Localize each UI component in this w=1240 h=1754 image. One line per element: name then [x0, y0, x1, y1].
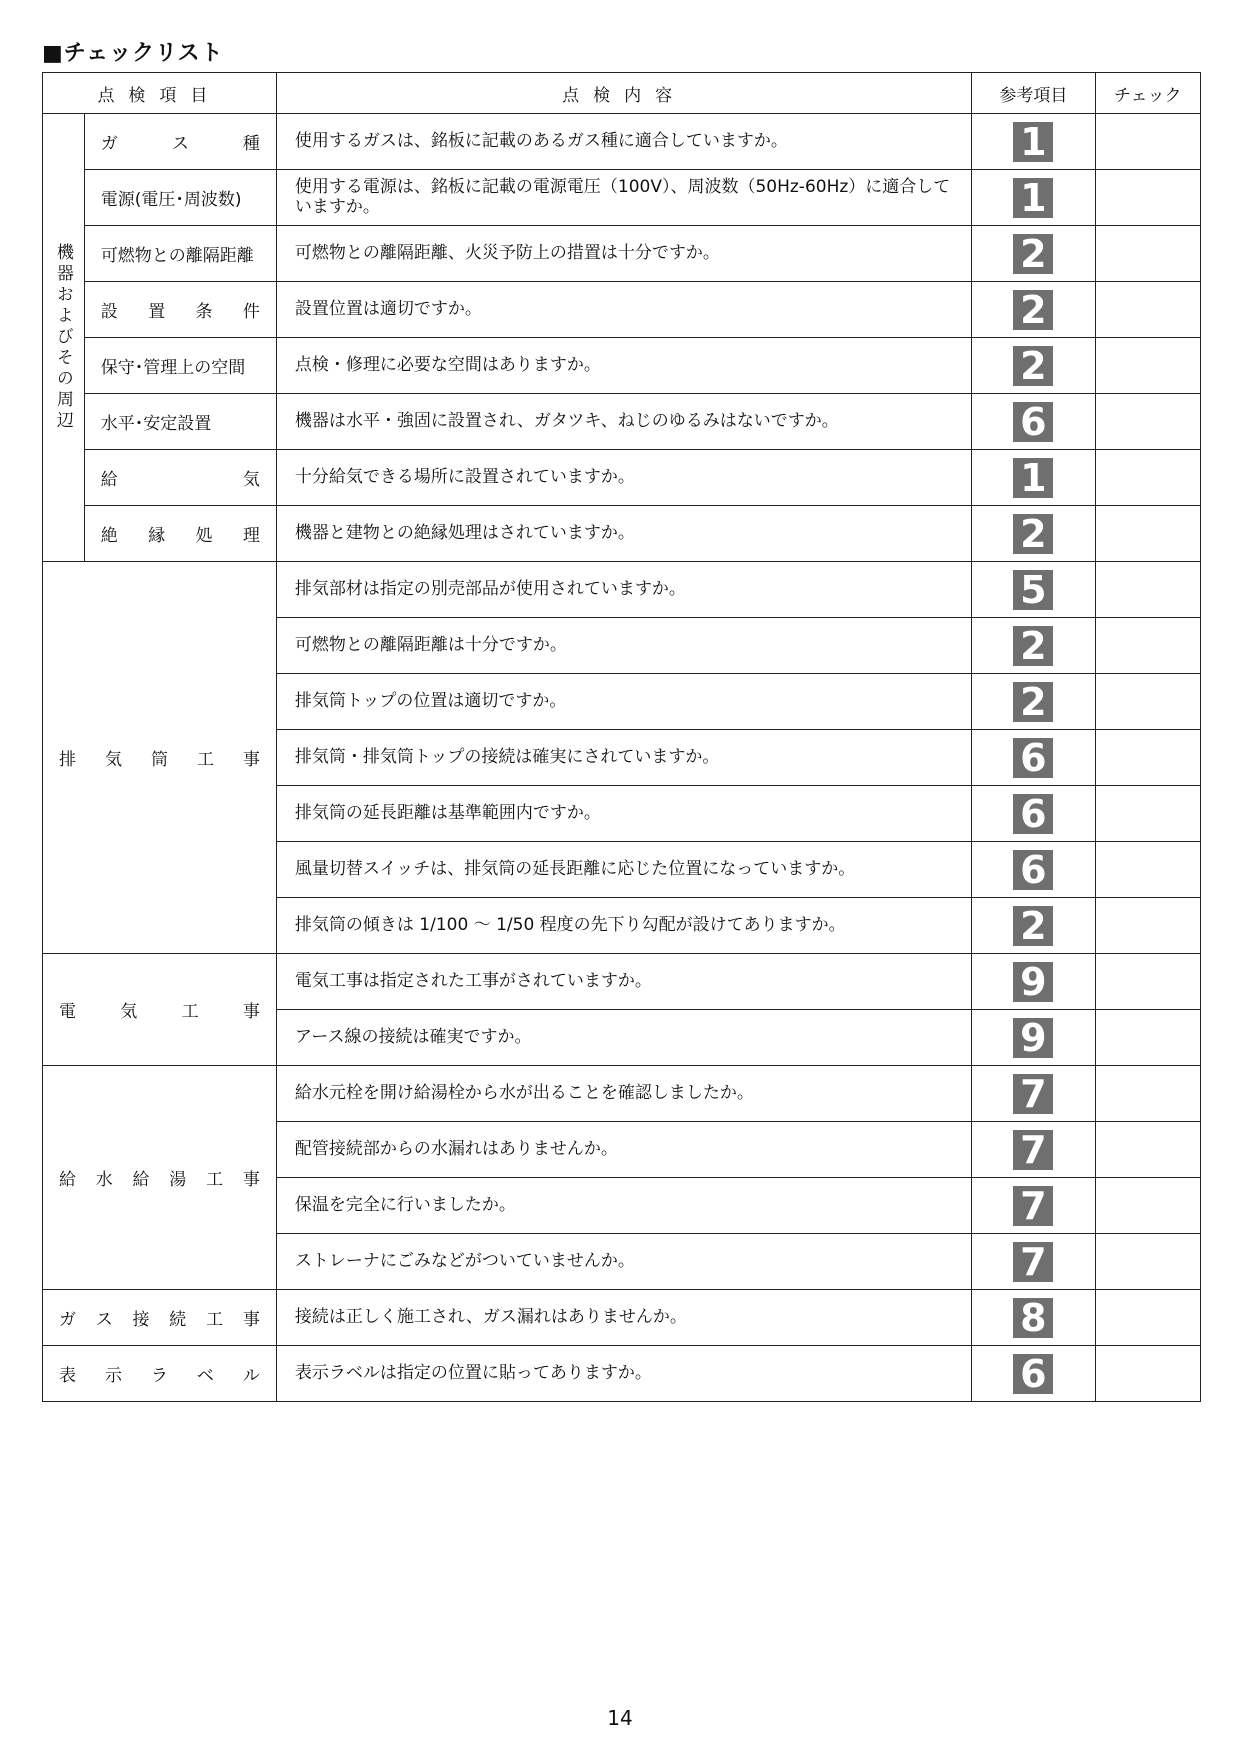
check-cell[interactable]: [1095, 1290, 1200, 1346]
check-cell[interactable]: [1095, 114, 1200, 170]
subcategory-label: 保守･管理上の空間: [84, 338, 276, 394]
table-row: [43, 450, 1201, 506]
reference-cell: [972, 506, 1095, 562]
reference-badge: 6: [1013, 1354, 1053, 1394]
category-label: [43, 1290, 277, 1346]
header-row: [43, 73, 1201, 114]
reference-badge: 1: [1013, 178, 1053, 218]
check-content: 点検・修理に必要な空間はありますか。: [276, 338, 971, 394]
check-cell[interactable]: [1095, 1066, 1200, 1122]
reference-cell: [972, 170, 1095, 226]
reference-badge: 2: [1013, 346, 1053, 386]
check-cell[interactable]: [1095, 562, 1200, 618]
label-text: 絶 縁 処 理: [100, 526, 260, 546]
check-content: 排気筒の延長距離は基準範囲内ですか。: [276, 786, 971, 842]
reference-cell: [972, 954, 1095, 1010]
reference-badge: 2: [1013, 682, 1053, 722]
check-cell[interactable]: [1095, 1346, 1200, 1402]
label-text: 電 気 工 事: [59, 1002, 260, 1022]
check-content: 十分給気できる場所に設置されていますか。: [276, 450, 971, 506]
reference-cell: [972, 674, 1095, 730]
check-cell[interactable]: [1095, 842, 1200, 898]
check-content: 配管接続部からの水漏れはありませんか。: [276, 1122, 971, 1178]
check-content: 使用する電源は、銘板に記載の電源電圧（100V）、周波数（50Hz-60Hz）に適合していますか。: [276, 170, 971, 226]
reference-cell: [972, 618, 1095, 674]
reference-badge: 7: [1013, 1186, 1053, 1226]
page-title: ■チェックリスト: [42, 41, 224, 66]
check-cell[interactable]: [1095, 226, 1200, 282]
reference-cell: [972, 1234, 1095, 1290]
check-cell[interactable]: [1095, 282, 1200, 338]
check-cell[interactable]: [1095, 786, 1200, 842]
check-content: 給水元栓を開け給湯栓から水が出ることを確認しましたか。: [276, 1066, 971, 1122]
page-number: 14: [607, 1706, 633, 1730]
reference-badge: 2: [1013, 514, 1053, 554]
table-row: [43, 338, 1201, 394]
reference-cell: [972, 730, 1095, 786]
reference-cell: [972, 394, 1095, 450]
reference-badge: 9: [1013, 962, 1053, 1002]
check-cell[interactable]: [1095, 1234, 1200, 1290]
check-cell[interactable]: [1095, 394, 1200, 450]
table-row: [43, 114, 1201, 170]
reference-badge: 2: [1013, 290, 1053, 330]
reference-badge: 6: [1013, 794, 1053, 834]
check-content: 排気筒トップの位置は適切ですか。: [276, 674, 971, 730]
check-content: 電気工事は指定された工事がされていますか。: [276, 954, 971, 1010]
reference-cell: [972, 1346, 1095, 1402]
category-label: [43, 1066, 277, 1290]
reference-cell: [972, 1010, 1095, 1066]
check-content: 排気筒の傾きは 1/100 ～ 1/50 程度の先下り勾配が設けてありますか。: [276, 898, 971, 954]
reference-badge: 6: [1013, 738, 1053, 778]
subcategory-label: 水平･安定設置: [84, 394, 276, 450]
reference-badge: 6: [1013, 850, 1053, 890]
table-row: [43, 1346, 1201, 1402]
header-item: 点検項目: [43, 73, 277, 114]
reference-badge: 2: [1013, 626, 1053, 666]
check-content: 風量切替スイッチは、排気筒の延長距離に応じた位置になっていますか。: [276, 842, 971, 898]
check-content: 排気部材は指定の別売部品が使用されていますか。: [276, 562, 971, 618]
checklist-table: [42, 72, 1201, 1402]
reference-badge: 9: [1013, 1018, 1053, 1058]
reference-cell: [972, 450, 1095, 506]
subcategory-label: 可燃物との離隔距離: [84, 226, 276, 282]
table-row: [43, 562, 1201, 618]
reference-badge: 7: [1013, 1130, 1053, 1170]
table-row: [43, 226, 1201, 282]
reference-cell: [972, 1122, 1095, 1178]
label-text: 給 気: [100, 470, 260, 490]
check-content: 可燃物との離隔距離、火災予防上の措置は十分ですか。: [276, 226, 971, 282]
table-row: [43, 1290, 1201, 1346]
reference-badge: 7: [1013, 1074, 1053, 1114]
category-label: [43, 954, 277, 1066]
reference-cell: [972, 282, 1095, 338]
check-content: 機器は水平・強固に設置され、ガタツキ、ねじのゆるみはないですか。: [276, 394, 971, 450]
check-content: 機器と建物との絶縁処理はされていますか。: [276, 506, 971, 562]
table-row: [43, 394, 1201, 450]
label-text: ガ ス 接 続 工 事: [59, 1310, 260, 1330]
subcategory-label: [84, 282, 276, 338]
subcategory-label: [84, 450, 276, 506]
check-content: アース線の接続は確実ですか。: [276, 1010, 971, 1066]
reference-cell: [972, 1290, 1095, 1346]
check-content: 使用するガスは、銘板に記載のあるガス種に適合していますか。: [276, 114, 971, 170]
reference-badge: 5: [1013, 570, 1053, 610]
reference-cell: [972, 842, 1095, 898]
table-row: [43, 170, 1201, 226]
subcategory-label: 電源(電圧･周波数): [84, 170, 276, 226]
check-content: 接続は正しく施工され、ガス漏れはありませんか。: [276, 1290, 971, 1346]
check-cell[interactable]: [1095, 170, 1200, 226]
reference-cell: [972, 114, 1095, 170]
checklist-body: [43, 114, 1201, 1402]
header-content: 点検内容: [276, 73, 971, 114]
reference-badge: 2: [1013, 906, 1053, 946]
label-text: 排 気 筒 工 事: [59, 750, 260, 770]
label-text: 給 水 給 湯 工 事: [59, 1170, 260, 1190]
check-cell[interactable]: [1095, 506, 1200, 562]
header-ref: 参考項目: [972, 73, 1095, 114]
table-row: [43, 1066, 1201, 1122]
reference-badge: 7: [1013, 1242, 1053, 1282]
check-cell[interactable]: [1095, 898, 1200, 954]
check-cell[interactable]: [1095, 338, 1200, 394]
reference-cell: [972, 226, 1095, 282]
check-cell[interactable]: [1095, 730, 1200, 786]
reference-badge: 2: [1013, 234, 1053, 274]
reference-cell: [972, 1178, 1095, 1234]
check-cell[interactable]: [1095, 954, 1200, 1010]
table-row: [43, 282, 1201, 338]
table-row: [43, 954, 1201, 1010]
check-content: 表示ラベルは指定の位置に貼ってありますか。: [276, 1346, 971, 1402]
label-text: 表 示 ラ ベ ル: [59, 1366, 260, 1386]
check-content: 排気筒・排気筒トップの接続は確実にされていますか。: [276, 730, 971, 786]
reference-cell: [972, 1066, 1095, 1122]
check-content: 保温を完全に行いましたか。: [276, 1178, 971, 1234]
reference-cell: [972, 898, 1095, 954]
reference-badge: 6: [1013, 402, 1053, 442]
check-cell[interactable]: [1095, 1010, 1200, 1066]
reference-badge: 1: [1013, 458, 1053, 498]
category-label: [43, 1346, 277, 1402]
reference-cell: [972, 562, 1095, 618]
check-cell[interactable]: [1095, 674, 1200, 730]
label-text: ガ ス 種: [100, 134, 260, 154]
check-content: 設置位置は適切ですか。: [276, 282, 971, 338]
check-cell[interactable]: [1095, 618, 1200, 674]
category-label: [43, 562, 277, 954]
check-cell[interactable]: [1095, 1178, 1200, 1234]
table-row: [43, 506, 1201, 562]
check-cell[interactable]: [1095, 1122, 1200, 1178]
category-vertical: 機器およびその周辺: [43, 114, 85, 562]
reference-badge: 8: [1013, 1298, 1053, 1338]
reference-cell: [972, 786, 1095, 842]
header-check: チェック: [1095, 73, 1200, 114]
reference-cell: [972, 338, 1095, 394]
subcategory-label: [84, 114, 276, 170]
check-content: 可燃物との離隔距離は十分ですか。: [276, 618, 971, 674]
reference-badge: 1: [1013, 122, 1053, 162]
check-content: ストレーナにごみなどがついていませんか。: [276, 1234, 971, 1290]
subcategory-label: [84, 506, 276, 562]
check-cell[interactable]: [1095, 450, 1200, 506]
label-text: 設 置 条 件: [100, 302, 260, 322]
